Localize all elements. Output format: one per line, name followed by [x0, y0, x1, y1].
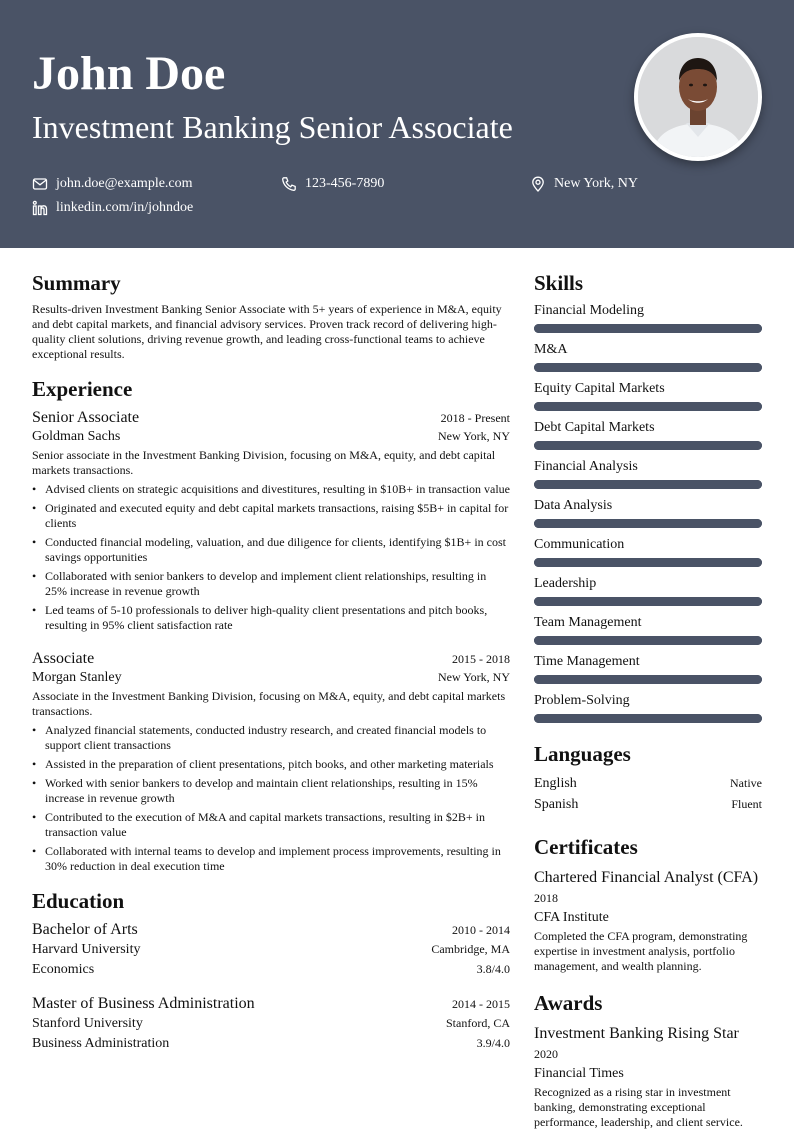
skill-name: Financial Analysis: [534, 459, 638, 474]
skill-item: [534, 497, 762, 528]
candidate-title: Investment Banking Senior Associate: [32, 109, 513, 145]
skill-bar: [534, 714, 762, 723]
certificate-year: 2018: [534, 891, 558, 905]
award-year: 2020: [534, 1047, 558, 1061]
education-entry: [32, 920, 510, 980]
job-company: Goldman Sachs: [32, 429, 121, 444]
skill-bar-fill: [534, 519, 762, 528]
skill-item: [534, 575, 762, 606]
skill-bar-fill: [534, 636, 762, 645]
skill-bar-fill: [534, 324, 762, 333]
education-entry: [32, 994, 510, 1054]
skill-item: [534, 419, 762, 450]
education-section: [32, 888, 510, 1054]
phone-icon: [281, 176, 297, 192]
phone-text: 123-456-7890: [305, 176, 385, 191]
skill-name: Debt Capital Markets: [534, 420, 655, 435]
skill-bar: [534, 558, 762, 567]
field-of-study: Business Administration: [32, 1036, 170, 1051]
bullet-item: • Assisted in the preparation of client presentations, pitch books, and other marketing materials: [45, 757, 510, 772]
experience-heading: Experience: [32, 377, 133, 401]
bullet-item: • Collaborated with senior bankers to develop and implement client relationships, resulting in 25% increase in revenue growth: [45, 569, 510, 599]
profile-photo: [634, 33, 762, 161]
job-title: Senior Associate: [32, 409, 140, 426]
school-location: Stanford, CA: [446, 1016, 510, 1030]
mail-icon: [32, 176, 48, 192]
skill-bar-fill: [534, 714, 762, 723]
field-of-study: Economics: [32, 962, 95, 977]
skill-name: Leadership: [534, 576, 597, 591]
skill-item: [534, 302, 762, 333]
skill-name: Problem-Solving: [534, 693, 630, 708]
contact-email[interactable]: [32, 175, 193, 193]
certificates-section: [534, 834, 762, 974]
job-description: Associate in the Investment Banking Division, focusing on M&A, equity, and debt capital markets transactions.: [32, 689, 506, 718]
job-title: Associate: [32, 650, 95, 667]
certificates-heading: Certificates: [534, 835, 638, 859]
award-title: Investment Banking Rising Star: [534, 1025, 739, 1042]
degree: Master of Business Administration: [32, 995, 255, 1012]
skill-item: [534, 614, 762, 645]
school-location: Cambridge, MA: [431, 942, 510, 956]
skill-item: [534, 341, 762, 372]
bullet-item: • Worked with senior bankers to develop and maintain client relationships, resulting in 15% increase in revenue growth: [45, 776, 510, 806]
skill-item: [534, 536, 762, 567]
job-entry: [32, 649, 510, 874]
skill-bar: [534, 363, 762, 372]
summary-heading: Summary: [32, 271, 121, 295]
skill-bar-fill: [534, 480, 762, 489]
bullet-item: • Collaborated with internal teams to develop and implement process improvements, resulting in 30% reduction in deal execution time: [45, 844, 510, 874]
skills-list: [534, 302, 762, 723]
job-bullets: [32, 482, 510, 633]
skill-bar: [534, 480, 762, 489]
skill-name: Time Management: [534, 654, 640, 669]
skill-bar: [534, 324, 762, 333]
candidate-name: John Doe: [32, 47, 226, 100]
skill-bar: [534, 636, 762, 645]
skill-item: [534, 653, 762, 684]
award-description: Recognized as a rising star in investment banking, demonstrating exceptional performance, leadership, and client service.: [534, 1085, 743, 1129]
language-level: Fluent: [731, 797, 762, 811]
skill-item: [534, 458, 762, 489]
location-text: New York, NY: [554, 176, 639, 191]
awards-heading: Awards: [534, 991, 603, 1015]
skill-bar-fill: [534, 558, 762, 567]
education-dates: 2014 - 2015: [452, 997, 510, 1011]
bullet-item: • Led teams of 5-10 professionals to deliver high-quality client presentations and pitch books, resulting in 95% client satisfaction rate: [45, 603, 510, 633]
languages-section: [534, 741, 762, 815]
skill-name: M&A: [534, 342, 568, 357]
school: Harvard University: [32, 942, 141, 957]
bullet-item: • Advised clients on strategic acquisitions and divestitures, resulting in $10B+ in transaction value: [45, 482, 510, 497]
certificate-title: Chartered Financial Analyst (CFA): [534, 869, 759, 886]
bullet-item: • Conducted financial modeling, valuation, and due diligence for clients, identifying $1B+ in cost savings opportunities: [45, 535, 510, 565]
contact-location: [530, 175, 638, 193]
contact-phone[interactable]: [281, 175, 384, 193]
job-description: Senior associate in the Investment Banking Division, focusing on M&A, equity, and debt capital markets transactions.: [32, 448, 496, 477]
skill-bar-fill: [534, 441, 762, 450]
side-column: [534, 270, 762, 1130]
skill-name: Communication: [534, 537, 625, 552]
linkedin-text: linkedin.com/in/johndoe: [56, 200, 194, 215]
job-company: Morgan Stanley: [32, 670, 122, 685]
school: Stanford University: [32, 1016, 143, 1031]
skill-name: Data Analysis: [534, 498, 613, 513]
language-item: [534, 794, 762, 815]
email-text: john.doe@example.com: [56, 176, 193, 191]
skills-heading: Skills: [534, 271, 584, 295]
degree: Bachelor of Arts: [32, 921, 138, 938]
gpa: 3.8/4.0: [476, 962, 510, 976]
certificate-description: Completed the CFA program, demonstrating expertise in investment analysis, portfolio management, and wealth planning.: [534, 929, 748, 973]
skill-bar: [534, 675, 762, 684]
gpa: 3.9/4.0: [476, 1036, 510, 1050]
education-heading: Education: [32, 889, 125, 913]
certificate-issuer: CFA Institute: [534, 910, 609, 925]
skill-bar-fill: [534, 597, 762, 606]
award-issuer: Financial Times: [534, 1066, 624, 1081]
skill-name: Equity Capital Markets: [534, 381, 665, 396]
main-column: [32, 270, 510, 1054]
person-portrait-icon: [638, 37, 758, 157]
contact-linkedin[interactable]: [32, 199, 193, 217]
summary-text: Results-driven Investment Banking Senior Associate with 5+ years of experience in M&A, equity and debt capital markets, and financial advisory services. Proven track record of delivering high-quality client solutions, driving revenue growth, and leading cross-functional teams to achieve exceptional results.: [32, 302, 502, 361]
resume-header: [0, 0, 794, 248]
skill-bar-fill: [534, 363, 762, 372]
education-dates: 2010 - 2014: [452, 923, 510, 937]
experience-section: [32, 376, 510, 874]
skill-bar-fill: [534, 675, 762, 684]
skill-bar: [534, 519, 762, 528]
bullet-item: • Originated and executed equity and debt capital markets transactions, raising $5B+ in capital for clients: [45, 501, 510, 531]
skill-item: [534, 380, 762, 411]
languages-heading: Languages: [534, 742, 631, 766]
job-entry: [32, 408, 510, 633]
job-dates: 2015 - 2018: [452, 652, 510, 666]
skill-item: [534, 692, 762, 723]
skill-name: Team Management: [534, 615, 642, 630]
skill-bar-fill: [534, 402, 762, 411]
job-location: New York, NY: [437, 670, 510, 684]
language-item: [534, 773, 762, 794]
awards-section: [534, 990, 762, 1130]
language-level: Native: [730, 776, 762, 790]
job-location: New York, NY: [437, 429, 510, 443]
bullet-item: • Contributed to the execution of M&A and capital markets transactions, resulting in $2B+ in transaction value: [45, 810, 510, 840]
language-name: English: [534, 776, 577, 791]
bullet-item: • Analyzed financial statements, conducted industry research, and created financial models to support client transactions: [45, 723, 510, 753]
skill-bar: [534, 597, 762, 606]
job-bullets: [32, 723, 510, 874]
language-name: Spanish: [534, 797, 579, 812]
skill-bar: [534, 402, 762, 411]
job-dates: 2018 - Present: [440, 411, 510, 425]
location-pin-icon: [530, 176, 546, 192]
skill-bar: [534, 441, 762, 450]
skill-name: Financial Modeling: [534, 303, 645, 318]
linkedin-icon: [32, 200, 48, 216]
